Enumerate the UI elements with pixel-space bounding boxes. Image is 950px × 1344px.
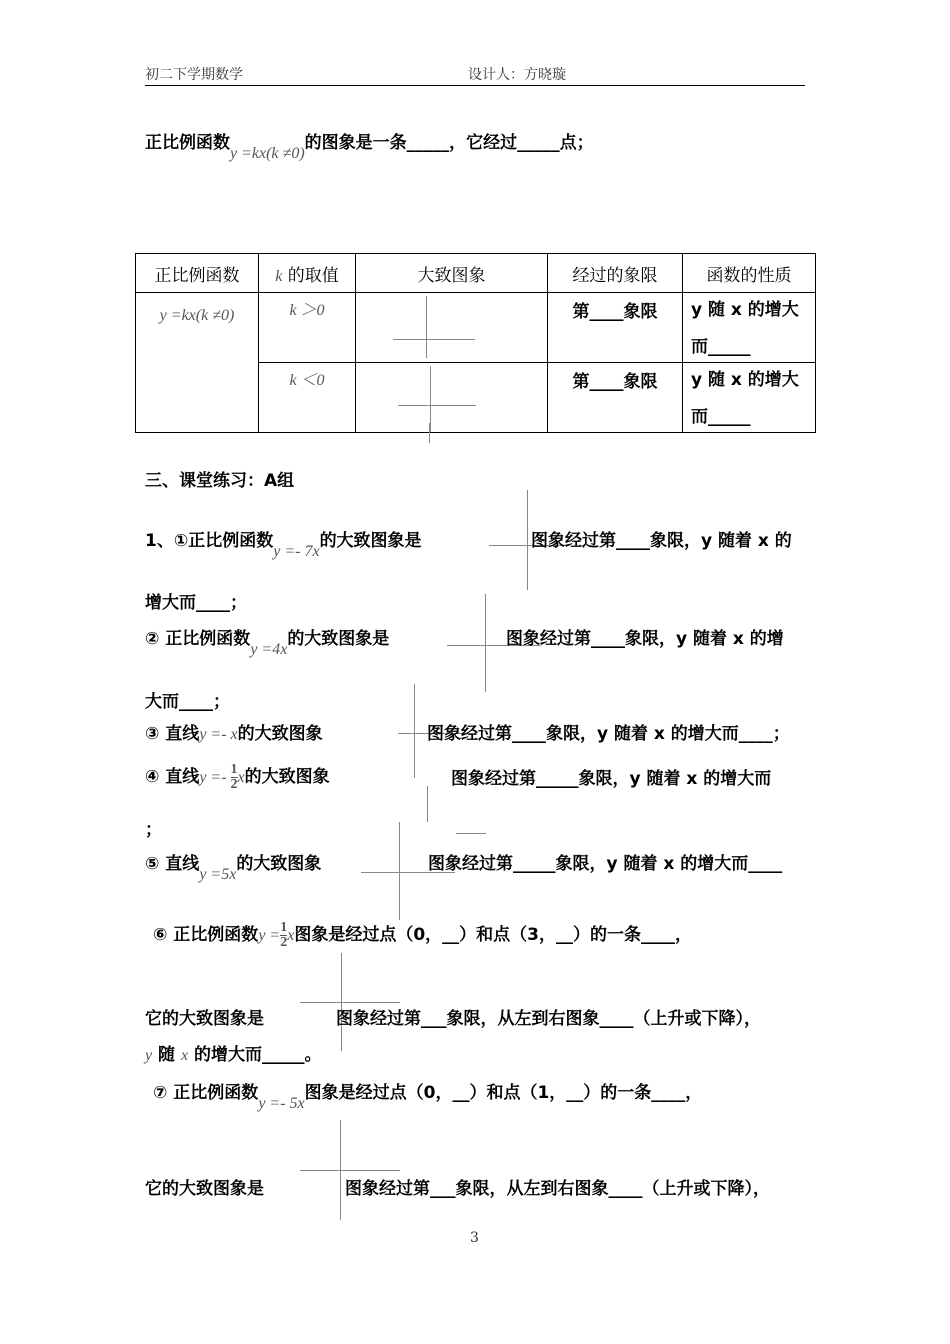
x-axis	[393, 339, 475, 340]
q2-mid: 的大致图象是	[287, 629, 390, 649]
q3-post: 图象经过第____象限，y 随着 x 的增大而____；	[427, 724, 790, 744]
numerator: 1	[230, 761, 238, 777]
q6-post: 图象是经过点（0，__）和点（3，__）的一条____，	[294, 925, 692, 945]
q7-formula: y =- 5x	[258, 1095, 305, 1112]
question-3	[145, 719, 323, 744]
k-negative: k ＜0	[289, 372, 325, 389]
q7-line2a: 它的大致图象是	[145, 1179, 264, 1199]
q6-line3b: 的增大而_____。	[193, 1045, 322, 1065]
y-axis	[430, 366, 431, 432]
table-header: 函数的性质	[683, 254, 816, 293]
q4-pre: ④ 直线	[145, 767, 200, 787]
q7-line2b: 图象经过第___象限，从左到右图象____（上升或下降），	[345, 1179, 770, 1199]
function-table	[135, 253, 816, 433]
question-2	[145, 624, 390, 658]
page-number: 3	[470, 1230, 479, 1246]
q4-post: 图象经过第_____象限，y 随着 x 的增大而	[451, 769, 772, 789]
q5-post: 图象经过第_____象限，y 随着 x 的增大而____	[428, 854, 783, 874]
q1-line2: 增大而____；	[145, 593, 247, 613]
q5-y-axis	[399, 822, 400, 920]
q1-mid: 的大致图象是	[319, 531, 422, 551]
q6-x-axis	[300, 1002, 400, 1003]
question-6	[153, 920, 692, 950]
q6-line3	[145, 1040, 321, 1065]
section-title: 三、课堂练习：A组	[145, 471, 295, 491]
property-cell	[683, 293, 816, 363]
q1-pre: 1、①正比例函数	[145, 531, 274, 551]
q6-line3a: 随	[158, 1045, 176, 1065]
numerator: 1	[280, 919, 288, 935]
table-header-row	[136, 254, 816, 293]
graph-cell	[356, 363, 548, 433]
table-header: 经过的象限	[548, 254, 683, 293]
intro-pre: 正比例函数	[145, 133, 230, 153]
intro-formula: y =kx(k ≠0)	[230, 145, 305, 162]
q1-post: 图象经过第____象限，y 随着 x 的	[531, 531, 792, 551]
q4-mid: 的大致图象	[244, 767, 330, 787]
header-rule	[145, 85, 805, 86]
intro-line	[145, 128, 594, 162]
y-var: y	[145, 1047, 153, 1064]
q3-formula: y =- x	[199, 726, 238, 743]
q5-mid: 的大致图象	[236, 854, 322, 874]
q1-formula: y =- 7x	[273, 543, 320, 560]
q2-y-axis	[485, 594, 486, 692]
q6-var: x	[287, 927, 295, 944]
q6-line2a: 它的大致图象是	[145, 1009, 264, 1029]
quadrant-text: 第____象限	[572, 372, 658, 392]
header-right: 设计人：方晓璇	[468, 67, 566, 83]
q2-formula: y =4x	[250, 641, 288, 658]
q3-mid: 的大致图象	[237, 724, 323, 744]
k-cell	[259, 293, 356, 363]
y-axis	[426, 296, 427, 358]
q4-line2: ；	[145, 820, 162, 840]
func-formula: y =kx(k ≠0)	[159, 307, 235, 324]
q4-fraction	[231, 763, 238, 792]
question-1	[145, 526, 422, 560]
q3-y-axis	[414, 684, 415, 778]
denominator: 2	[280, 934, 288, 950]
q4-var: x	[237, 769, 245, 786]
quadrant-cell	[548, 363, 683, 433]
header-left: 初二下学期数学	[145, 67, 243, 83]
question-4	[145, 762, 330, 792]
question-5	[145, 849, 322, 883]
property-line2: 而_____	[691, 337, 751, 357]
q7-pre: ⑦ 正比例函数	[153, 1083, 259, 1103]
q6-line2b: 图象经过第___象限，从左到右图象____（上升或下降），	[336, 1009, 761, 1029]
q7-post: 图象是经过点（0，__）和点（1，__）的一条____，	[304, 1083, 703, 1103]
q1-y-axis	[527, 490, 528, 590]
question-7	[153, 1078, 703, 1112]
table-header: k 的取值	[259, 254, 356, 293]
k-positive: k ＞0	[289, 302, 325, 319]
q5-formula: y =5x	[199, 866, 237, 883]
q2-line2: 大而____；	[145, 692, 230, 712]
quadrant-text: 第____象限	[572, 302, 658, 322]
q4-x-axis	[456, 833, 486, 834]
q6-pre: ⑥ 正比例函数	[153, 925, 259, 945]
table-row	[136, 293, 816, 363]
table-header: 大致图象	[356, 254, 548, 293]
q3-pre: ③ 直线	[145, 724, 200, 744]
x-axis	[398, 405, 476, 406]
y-axis-overflow	[429, 423, 430, 443]
q6-formula: y =	[258, 927, 281, 944]
property-line1: y 随 x 的增大	[691, 370, 799, 390]
property-cell	[683, 363, 816, 433]
q5-pre: ⑤ 直线	[145, 854, 200, 874]
q4-y-axis	[427, 786, 428, 822]
q7-x-axis	[300, 1170, 400, 1171]
property-line1: y 随 x 的增大	[691, 300, 799, 320]
x-var: x	[180, 1047, 189, 1064]
denominator: 2	[230, 776, 238, 792]
q2-post: 图象经过第____象限，y 随着 x 的增	[506, 629, 784, 649]
quadrant-cell	[548, 293, 683, 363]
intro-post: 的图象是一条_____，它经过_____点；	[304, 133, 594, 153]
func-cell	[136, 293, 259, 433]
k-cell	[259, 363, 356, 433]
property-line2: 而_____	[691, 407, 751, 427]
graph-cell	[356, 293, 548, 363]
table-header: 正比例函数	[136, 254, 259, 293]
q4-formula: y =-	[199, 769, 231, 786]
k-var: k	[275, 267, 283, 285]
q2-pre: ② 正比例函数	[145, 629, 251, 649]
